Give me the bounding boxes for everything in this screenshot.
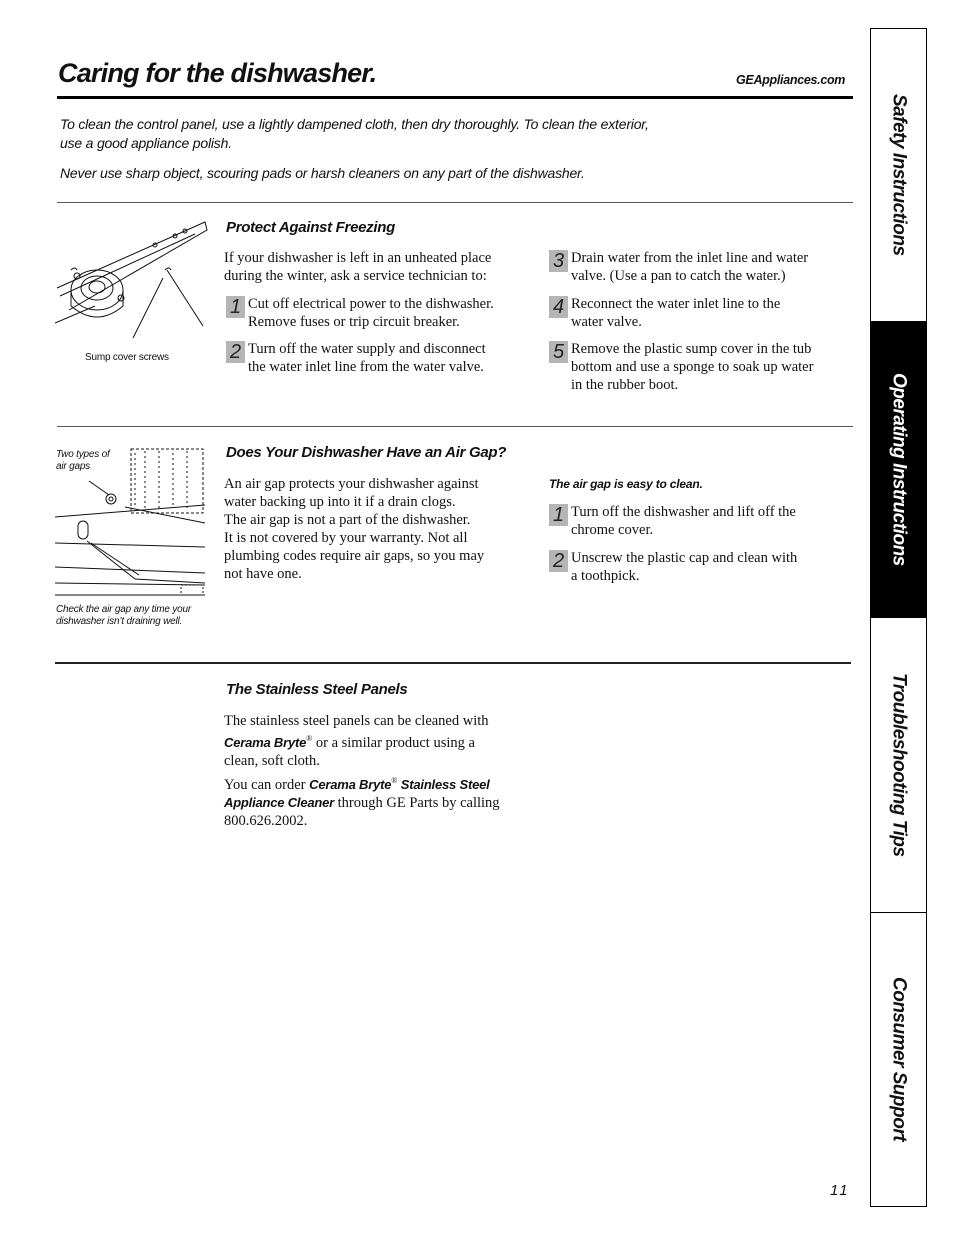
airgap-easy-heading: The air gap is easy to clean. bbox=[549, 477, 703, 491]
title-rule bbox=[57, 96, 853, 99]
stainless-paragraph-2: You can order Cerama Bryte® Stainless Steel Appliance Cleaner through GE Parts by calling 800.626.2002. bbox=[224, 776, 500, 829]
intro-warning: Never use sharp object, scouring pads or harsh cleaners on any part of the dishwasher. bbox=[60, 165, 585, 181]
freezing-step-2: 2 Turn off the water supply and disconnect the water inlet line from the water valve. bbox=[226, 340, 486, 376]
freezing-step-3: 3 Drain water from the inlet line and water valve. (Use a pan to catch the water.) bbox=[549, 249, 808, 285]
airgap-caption-bottom: Check the air gap any time your dishwasher isn’t draining well. bbox=[56, 604, 191, 627]
brand-name: Cerama Bryte bbox=[309, 776, 392, 792]
section-divider bbox=[55, 662, 851, 664]
freezing-step-5: 5 Remove the plastic sump cover in the tub bottom and use a sponge to soak up water in the rubber boot. bbox=[549, 340, 813, 394]
airgap-body: An air gap protects your dishwasher against water backing up into it if a drain clogs. The air gap is not a part of the dishwasher. It is not covered by your warranty. Not all plumbing codes require air gaps, so you may not have one. bbox=[224, 476, 485, 582]
phone-number: 800.626.2002. bbox=[224, 812, 308, 829]
freezing-step-4: 4 Reconnect the water inlet line to the water valve. bbox=[549, 295, 780, 331]
step-number: 4 bbox=[549, 296, 568, 318]
product-name: Appliance Cleaner bbox=[224, 794, 335, 810]
step-number: 5 bbox=[549, 341, 568, 363]
sump-illustration bbox=[55, 218, 210, 348]
airgap-caption-top: Two types of air gaps bbox=[56, 449, 110, 472]
page-number: 11 bbox=[830, 1182, 850, 1199]
stainless-heading: The Stainless Steel Panels bbox=[226, 681, 408, 698]
airgap-illustration bbox=[55, 445, 208, 600]
step-number: 3 bbox=[549, 250, 568, 272]
step-number: 1 bbox=[549, 504, 568, 526]
tab-operating-instructions[interactable]: Operating Instructions bbox=[871, 322, 926, 618]
freezing-step-1: 1 Cut off electrical power to the dishwasher. Remove fuses or trip circuit breaker. bbox=[226, 295, 494, 331]
airgap-step-1: 1 Turn off the dishwasher and lift off the chrome cover. bbox=[549, 503, 796, 539]
section-divider bbox=[57, 426, 853, 427]
stainless-paragraph-1: The stainless steel panels can be cleaned with Cerama Bryte® or a similar product using a clean, soft cloth. bbox=[224, 713, 489, 769]
airgap-heading: Does Your Dishwasher Have an Air Gap? bbox=[226, 444, 507, 461]
tab-consumer-support[interactable]: Consumer Support bbox=[888, 977, 910, 1142]
intro-text: To clean the control panel, use a lightly dampened cloth, then dry thoroughly. To clean the exterior, use a good appliance polish. bbox=[60, 116, 649, 151]
freezing-heading: Protect Against Freezing bbox=[226, 219, 395, 236]
tab-troubleshooting-tips[interactable]: Troubleshooting Tips bbox=[871, 618, 926, 913]
step-number: 1 bbox=[226, 296, 245, 318]
page-title: Caring for the dishwasher. bbox=[58, 58, 377, 88]
section-divider bbox=[57, 202, 853, 203]
step-number: 2 bbox=[549, 550, 568, 572]
brand-name: Cerama Bryte bbox=[224, 734, 307, 750]
website-url: GEAppliances.com bbox=[736, 73, 846, 87]
section-tabs bbox=[870, 28, 927, 1207]
airgap-step-2: 2 Unscrew the plastic cap and clean with a toothpick. bbox=[549, 549, 797, 585]
step-number: 2 bbox=[226, 341, 245, 363]
tab-safety-instructions[interactable]: Safety Instructions bbox=[871, 29, 926, 322]
sump-caption: Sump cover screws bbox=[85, 352, 169, 363]
freezing-intro: If your dishwasher is left in an unheated place during the winter, ask a service technician to: bbox=[224, 250, 492, 284]
